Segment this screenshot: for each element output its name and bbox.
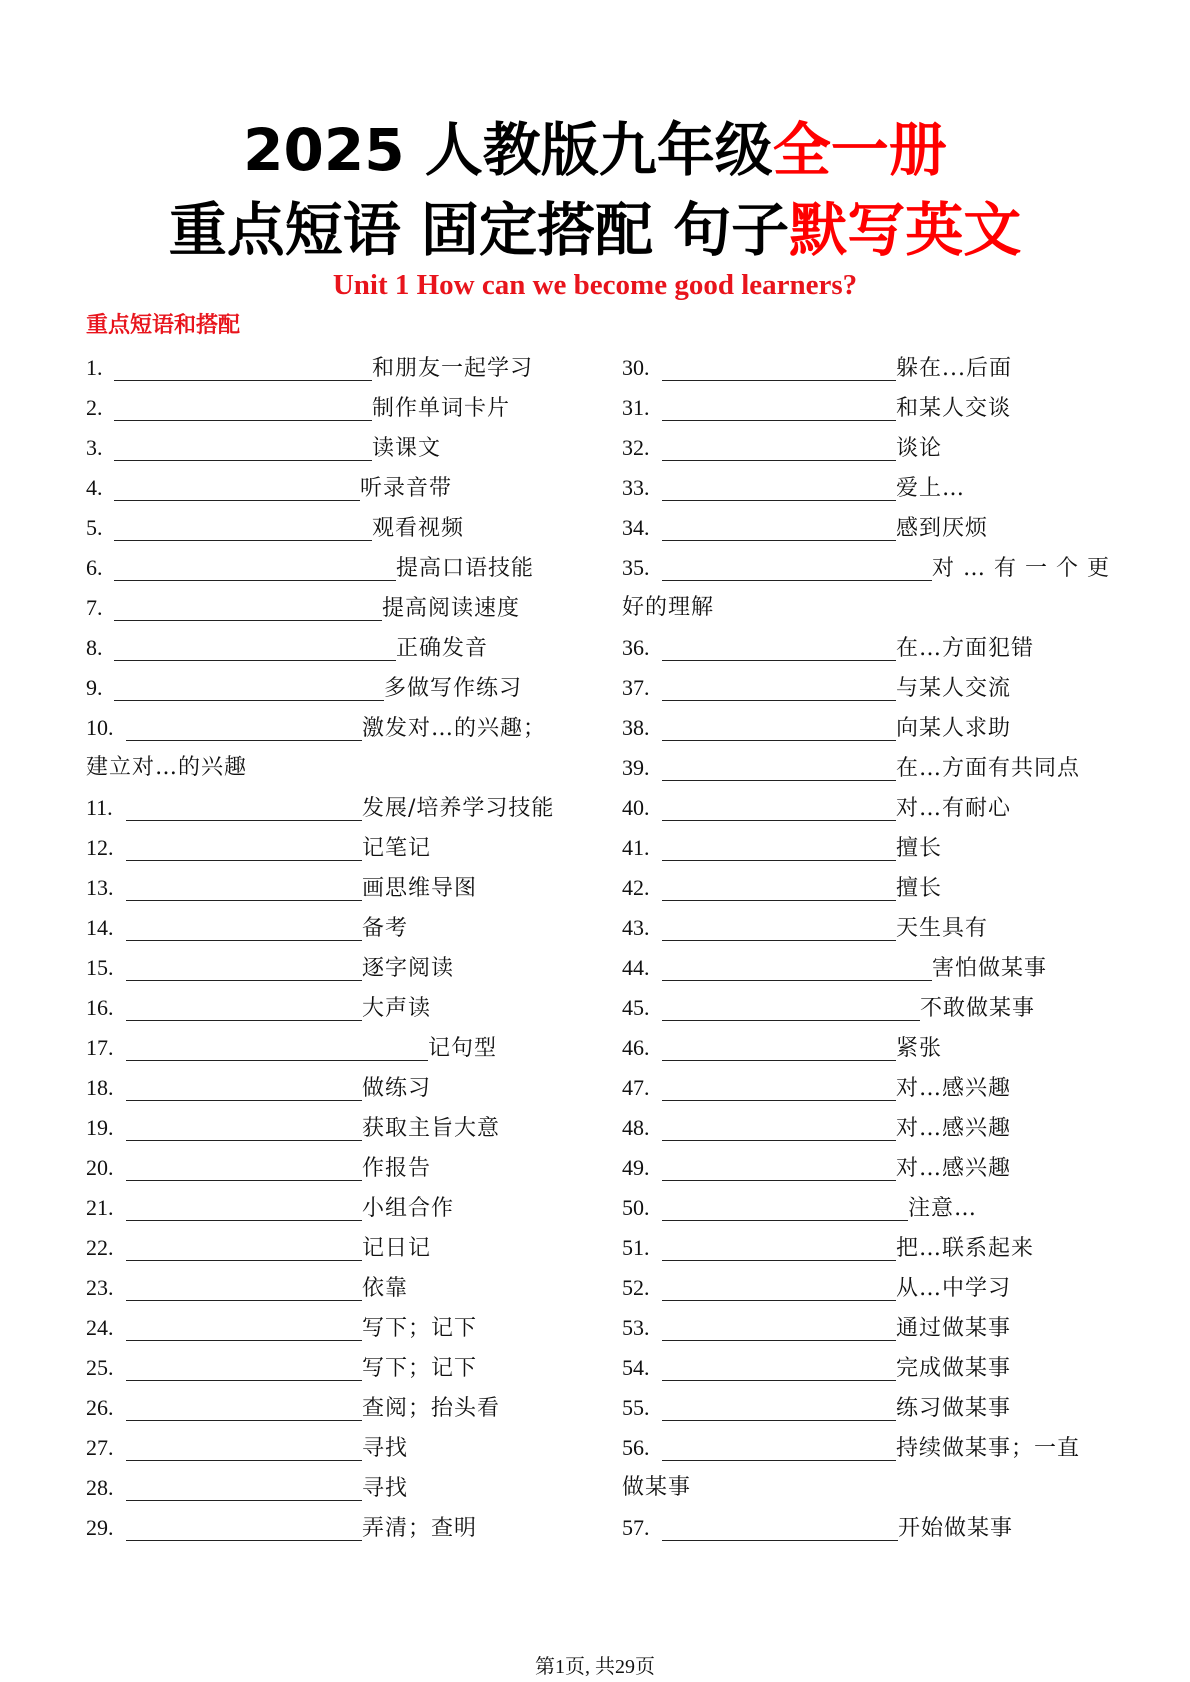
exercise-item [86,1148,586,1188]
item-number: 6. [86,555,103,580]
chinese-meaning: 擅长 [896,876,943,901]
chinese-meaning: 写下；记下 [362,1316,478,1341]
item-number: 45. [622,995,650,1020]
chinese-meaning: 提高口语技能 [396,556,535,581]
item-number: 57. [622,1515,650,1540]
exercise-item [86,1268,586,1308]
chinese-meaning: 对…感兴趣 [896,1156,1012,1181]
meaning-continuation: 做某事 [622,1475,692,1500]
chinese-meaning: 在…方面犯错 [896,636,1035,661]
chinese-meaning: 练习做某事 [896,1396,1012,1421]
chinese-meaning: 观看视频 [372,516,465,541]
exercise-item [86,668,586,708]
answer-blank[interactable] [662,1394,896,1421]
exercise-item [622,1428,1122,1468]
answer-blank[interactable] [126,834,362,861]
exercise-item [622,828,1122,868]
answer-blank[interactable] [662,514,896,541]
item-number: 13. [86,875,114,900]
item-number: 16. [86,995,114,1020]
answer-blank[interactable] [126,1114,362,1141]
chinese-meaning: 画思维导图 [362,876,478,901]
answer-blank[interactable] [126,994,362,1021]
chinese-meaning: 与某人交流 [896,676,1012,701]
answer-blank[interactable] [126,1234,362,1261]
exercise-item [86,428,586,468]
item-number: 27. [86,1435,114,1460]
answer-blank[interactable] [126,794,362,821]
answer-blank[interactable] [662,554,932,581]
chinese-meaning: 感到厌烦 [896,516,989,541]
chinese-meaning: 发展/培养学习技能 [362,796,555,821]
exercise-item [86,1308,586,1348]
chinese-meaning: 逐字阅读 [362,956,455,981]
exercise-item [622,708,1122,748]
exercise-item [86,1508,586,1548]
answer-blank[interactable] [114,394,372,421]
exercise-item [86,1428,586,1468]
chinese-meaning: 正确发音 [396,636,489,661]
chinese-meaning: 寻找 [362,1476,409,1501]
answer-blank[interactable] [126,1474,362,1501]
chinese-meaning: 向某人求助 [896,716,1012,741]
chinese-meaning: 注意… [908,1196,978,1221]
item-number: 26. [86,1395,114,1420]
item-number: 5. [86,515,103,540]
chinese-meaning: 查阅；抬头看 [362,1396,501,1421]
document-title-line-1 [0,115,1190,185]
item-number: 1. [86,355,103,380]
item-number: 11. [86,795,113,820]
item-number: 38. [622,715,650,740]
exercise-item [622,1068,1122,1108]
answer-blank[interactable] [662,994,920,1021]
chinese-meaning: 谈论 [896,436,943,461]
chinese-meaning: 从…中学习 [896,1276,1012,1301]
answer-blank[interactable] [662,1354,896,1381]
item-number: 8. [86,635,103,660]
item-number: 46. [622,1035,650,1060]
chinese-meaning: 害怕做某事 [932,956,1048,981]
item-number: 18. [86,1075,114,1100]
chinese-meaning: 弄清；查明 [362,1516,478,1541]
unit-subtitle: Unit 1 How can we become good learners? [332,269,858,301]
exercise-item [622,388,1122,428]
answer-blank[interactable] [662,1514,898,1541]
item-number: 34. [622,515,650,540]
item-number: 14. [86,915,114,940]
item-number: 42. [622,875,650,900]
exercise-item [86,508,586,548]
exercise-item [86,1468,586,1508]
chinese-meaning: 持续做某事；一直 [896,1436,1081,1461]
exercise-item [86,988,586,1028]
exercise-item [86,1188,586,1228]
chinese-meaning: 记句型 [428,1036,498,1061]
chinese-meaning: 紧张 [896,1036,943,1061]
chinese-meaning: 提高阅读速度 [382,596,521,621]
item-number: 41. [622,835,650,860]
exercise-item [622,868,1122,908]
chinese-meaning: 记日记 [362,1236,432,1261]
item-number: 56. [622,1435,650,1460]
exercise-item [622,788,1122,828]
item-number: 2. [86,395,103,420]
chinese-meaning: 寻找 [362,1436,409,1461]
exercise-item [622,1148,1122,1188]
answer-blank[interactable] [662,1074,896,1101]
answer-blank[interactable] [114,634,396,661]
answer-blank[interactable] [114,354,372,381]
answer-blank[interactable] [662,674,896,701]
item-number: 35. [622,555,650,580]
answer-blank[interactable] [126,1074,362,1101]
item-number: 10. [86,715,114,740]
answer-blank[interactable] [126,1194,362,1221]
chinese-meaning: 通过做某事 [896,1316,1012,1341]
item-number: 33. [622,475,650,500]
answer-blank[interactable] [662,394,896,421]
answer-blank[interactable] [662,1154,896,1181]
chinese-meaning: 擅长 [896,836,943,861]
answer-blank[interactable] [114,594,382,621]
exercise-item [622,908,1122,948]
item-number: 52. [622,1275,650,1300]
answer-blank[interactable] [126,1314,362,1341]
answer-blank[interactable] [126,1354,362,1381]
item-number: 55. [622,1395,650,1420]
answer-blank[interactable] [662,914,896,941]
answer-blank[interactable] [662,1314,896,1341]
exercise-item [86,708,586,748]
chinese-meaning: 开始做某事 [898,1516,1014,1541]
exercise-item [622,1028,1122,1068]
item-number: 21. [86,1195,114,1220]
answer-blank[interactable] [126,1274,362,1301]
item-number: 36. [622,635,650,660]
answer-blank[interactable] [662,794,896,821]
exercise-item [622,1188,1122,1228]
title-line-2-black: 重点短语 固定搭配 句子 [168,196,790,264]
chinese-meaning: 躲在...后面 [896,356,1012,381]
answer-blank[interactable] [126,914,362,941]
item-number: 30. [622,355,650,380]
chinese-meaning: 对…感兴趣 [896,1076,1012,1101]
item-number: 28. [86,1475,114,1500]
item-number: 7. [86,595,103,620]
meaning-continuation: 好的理解 [622,595,715,620]
chinese-meaning: 不敢做某事 [920,996,1036,1021]
title-line-2-red: 默写英文 [789,196,1022,264]
chinese-meaning: 作报告 [362,1156,432,1181]
chinese-meaning: 做练习 [362,1076,432,1101]
exercise-item [622,1108,1122,1148]
chinese-meaning: 获取主旨大意 [362,1116,501,1141]
answer-blank[interactable] [662,1274,896,1301]
answer-blank[interactable] [126,1394,362,1421]
answer-blank[interactable] [662,634,896,661]
chinese-meaning: 制作单词卡片 [372,396,511,421]
chinese-meaning: 和朋友一起学习 [372,356,534,381]
exercise-item [622,668,1122,708]
item-number: 50. [622,1195,650,1220]
exercise-item [86,908,586,948]
item-number: 22. [86,1235,114,1260]
meaning-continuation: 建立对…的兴趣 [86,755,248,780]
exercise-item [86,388,586,428]
chinese-meaning: 对 … 有 一 个 更 [932,556,1110,581]
chinese-meaning: 备考 [362,916,409,941]
exercise-item [86,868,586,908]
chinese-meaning: 大声读 [362,996,432,1021]
exercise-item [86,628,586,668]
answer-blank[interactable] [126,714,362,741]
chinese-meaning: 把…联系起来 [896,1236,1035,1261]
item-number: 20. [86,1155,114,1180]
answer-blank[interactable] [126,954,362,981]
item-number: 44. [622,955,650,980]
exercise-item [86,948,586,988]
answer-blank[interactable] [662,434,896,461]
answer-blank[interactable] [662,1234,896,1261]
exercise-item [622,628,1122,668]
answer-blank[interactable] [126,1434,362,1461]
answer-blank[interactable] [662,834,896,861]
exercise-item [622,1228,1122,1268]
item-number: 25. [86,1355,114,1380]
answer-blank[interactable] [126,1514,362,1541]
exercise-item [622,1388,1122,1428]
item-number: 19. [86,1115,114,1140]
chinese-meaning: 依靠 [362,1276,409,1301]
chinese-meaning: 记笔记 [362,836,432,861]
answer-blank[interactable] [662,874,896,901]
answer-blank[interactable] [126,1154,362,1181]
chinese-meaning: 和某人交谈 [896,396,1012,421]
answer-blank[interactable] [114,474,360,501]
title-line-1-red: 全一册 [772,116,947,184]
chinese-meaning: 激发对…的兴趣； [362,716,547,741]
exercise-item [86,588,586,628]
chinese-meaning: 天生具有 [896,916,989,941]
answer-blank[interactable] [662,1114,896,1141]
item-number: 37. [622,675,650,700]
chinese-meaning: 完成做某事 [896,1356,1012,1381]
item-number: 47. [622,1075,650,1100]
exercise-item [622,1508,1122,1548]
exercise-item [86,1068,586,1108]
answer-blank[interactable] [114,554,396,581]
exercise-item [622,948,1122,988]
item-number: 23. [86,1275,114,1300]
chinese-meaning: 爱上… [896,476,966,501]
exercise-item [622,428,1122,468]
exercise-item [622,1268,1122,1308]
item-number: 39. [622,755,650,780]
exercise-item [86,828,586,868]
answer-blank[interactable] [114,514,372,541]
exercise-item [86,1388,586,1428]
item-number: 40. [622,795,650,820]
chinese-meaning: 小组合作 [362,1196,455,1221]
item-number: 54. [622,1355,650,1380]
chinese-meaning: 听录音带 [360,476,453,501]
chinese-meaning: 多做写作练习 [384,676,523,701]
exercise-item [86,468,586,508]
answer-blank[interactable] [126,874,362,901]
chinese-meaning: 写下；记下 [362,1356,478,1381]
answer-blank[interactable] [662,354,896,381]
document-title-line-2 [0,195,1190,265]
item-number: 12. [86,835,114,860]
answer-blank[interactable] [662,754,896,781]
exercise-item [86,548,586,588]
answer-blank[interactable] [662,1194,908,1221]
exercise-item [86,1348,586,1388]
exercise-item [622,1348,1122,1388]
item-number: 9. [86,675,103,700]
item-number: 43. [622,915,650,940]
item-number: 49. [622,1155,650,1180]
chinese-meaning: 读课文 [372,436,442,461]
exercise-item [86,348,586,388]
exercise-item [622,1308,1122,1348]
exercise-item [622,468,1122,508]
chinese-meaning: 对…有耐心 [896,796,1012,821]
item-number: 3. [86,435,103,460]
exercise-item [86,1028,586,1068]
page-footer: 第1页, 共29页 [535,1656,655,1678]
answer-blank[interactable] [662,1434,896,1461]
exercise-item [622,348,1122,388]
item-number: 32. [622,435,650,460]
answer-blank[interactable] [114,674,384,701]
item-number: 17. [86,1035,114,1060]
answer-blank[interactable] [126,1034,428,1061]
item-number: 24. [86,1315,114,1340]
item-number: 48. [622,1115,650,1140]
item-number: 51. [622,1235,650,1260]
chinese-meaning: 在…方面有共同点 [896,756,1081,781]
exercise-item [622,748,1122,788]
title-line-1-black: 2025 人教版九年级 [243,116,773,184]
answer-blank[interactable] [662,1034,896,1061]
exercise-item [622,548,1122,588]
answer-blank[interactable] [662,714,896,741]
exercise-item [86,1108,586,1148]
item-number: 53. [622,1315,650,1340]
chinese-meaning: 对…感兴趣 [896,1116,1012,1141]
section-heading: 重点短语和搭配 [86,313,241,338]
answer-blank[interactable] [662,474,896,501]
item-number: 29. [86,1515,114,1540]
exercise-item [622,988,1122,1028]
exercise-item [86,788,586,828]
item-number: 4. [86,475,103,500]
exercise-item [622,508,1122,548]
item-number: 31. [622,395,650,420]
answer-blank[interactable] [114,434,372,461]
exercise-item [86,1228,586,1268]
item-number: 15. [86,955,114,980]
answer-blank[interactable] [662,954,932,981]
